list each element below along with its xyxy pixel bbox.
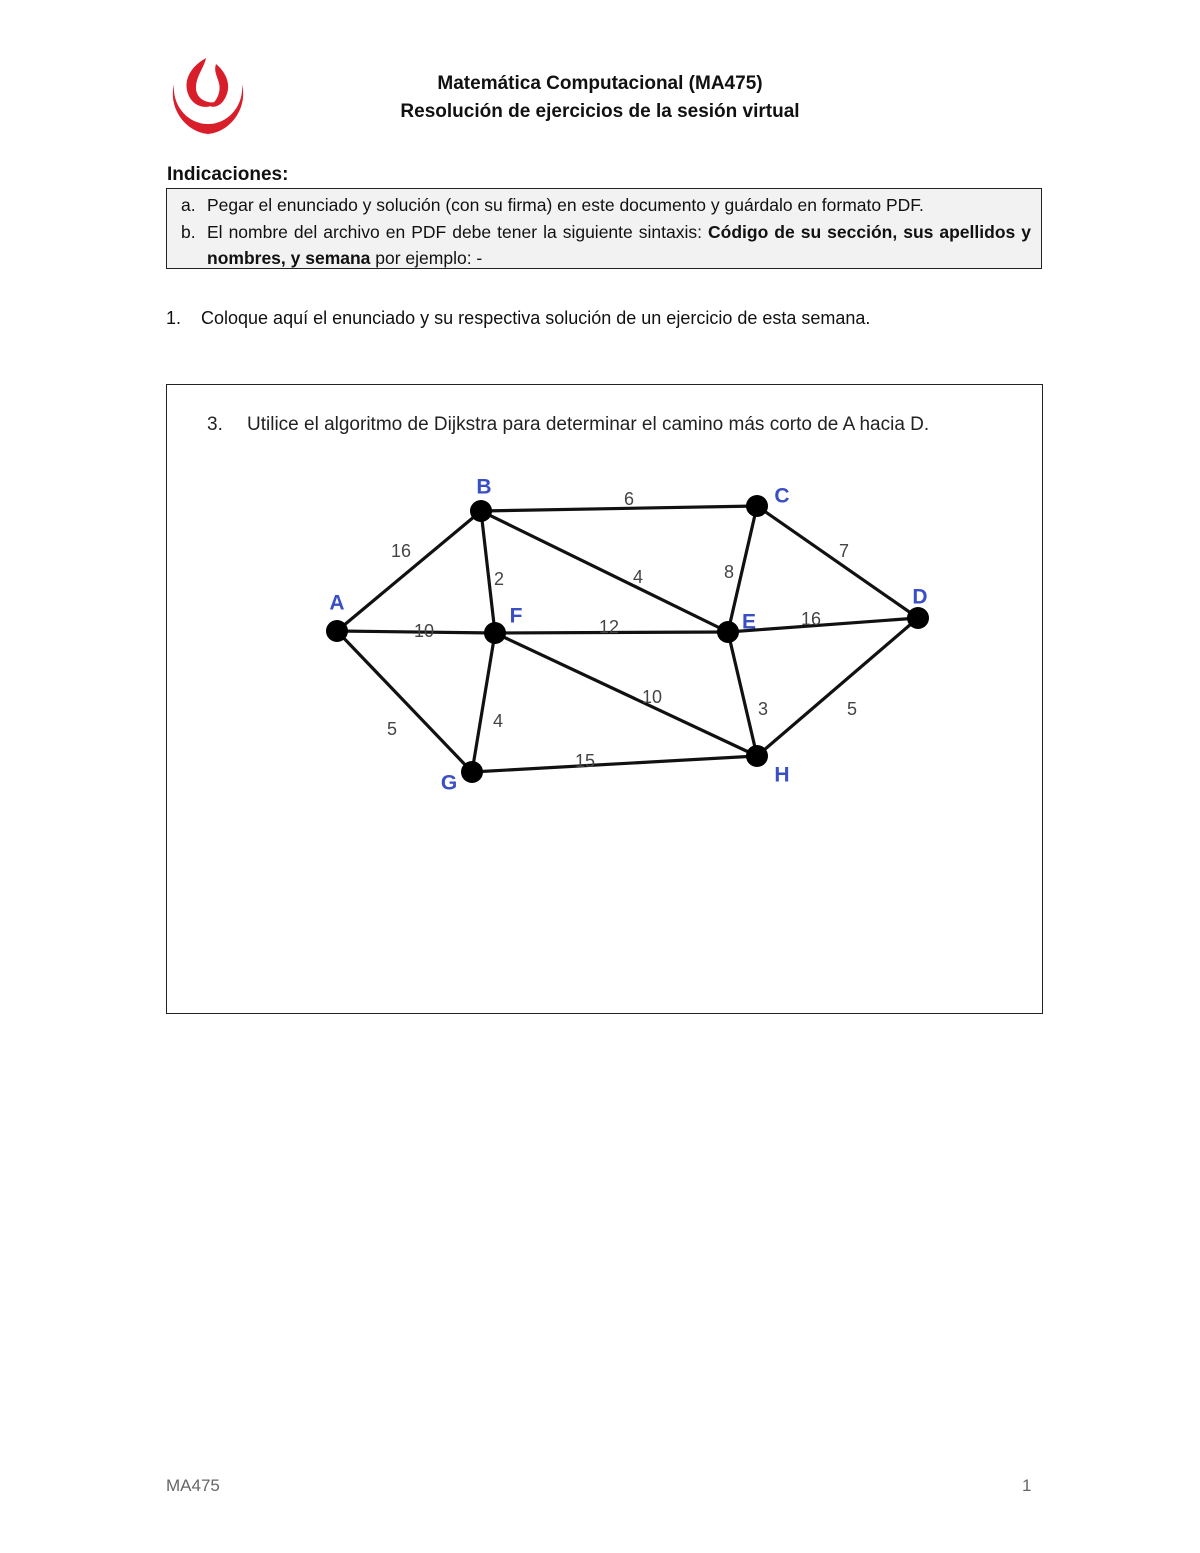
node-label-d: D bbox=[912, 585, 928, 609]
edge-b-c bbox=[481, 506, 757, 511]
edge-a-b bbox=[337, 511, 481, 631]
problem-text: Utilice el algoritmo de Dijkstra para determinar el camino más corto de A hacia D. bbox=[247, 414, 930, 435]
node-h bbox=[746, 745, 768, 767]
edge-f-h bbox=[492, 633, 757, 756]
node-e bbox=[717, 621, 739, 643]
question-text: Coloque aquí el enunciado y su respectiva solución de un ejercicio de esta semana. bbox=[201, 308, 871, 328]
document-header bbox=[0, 70, 1200, 126]
footer-course-code: MA475 bbox=[166, 1476, 220, 1495]
edge-weight-b-c: 6 bbox=[623, 488, 635, 509]
edge-weight-h-d: 5 bbox=[846, 698, 858, 719]
document-title: Matemática Computacional (MA475) bbox=[437, 73, 763, 94]
edge-weight-e-h: 3 bbox=[757, 698, 769, 719]
edge-weight-g-h: 15 bbox=[574, 750, 596, 771]
edge-weight-f-h: 10 bbox=[641, 686, 663, 707]
node-label-f: F bbox=[509, 604, 523, 628]
edge-weight-f-g: 4 bbox=[492, 710, 504, 731]
weighted-graph-diagram bbox=[300, 460, 960, 800]
indication-letter: b. bbox=[181, 221, 196, 242]
edge-weight-c-e: 8 bbox=[723, 561, 735, 582]
edge-b-f bbox=[481, 511, 495, 633]
question-number: 1. bbox=[166, 308, 182, 328]
indication-text: Pegar el enunciado y solución (con su firma) en este documento y guárdalo en formato PDF. bbox=[207, 195, 924, 215]
problem-number: 3. bbox=[207, 414, 223, 435]
indications-box bbox=[166, 188, 1042, 269]
edge-weight-a-b: 16 bbox=[390, 540, 412, 561]
node-label-e: E bbox=[741, 610, 757, 634]
problem-statement bbox=[207, 414, 929, 436]
edge-e-h bbox=[728, 632, 757, 756]
edge-f-g bbox=[472, 633, 495, 772]
indications-title: Indicaciones: bbox=[167, 164, 289, 185]
edge-c-d bbox=[757, 506, 918, 618]
edge-g-h bbox=[472, 756, 757, 772]
edge-a-g bbox=[337, 631, 472, 772]
node-label-h: H bbox=[774, 763, 790, 787]
indication-text bbox=[207, 219, 1031, 272]
edge-weight-c-d: 7 bbox=[838, 540, 850, 561]
edge-weight-a-g: 5 bbox=[386, 718, 398, 739]
edge-weight-e-d: 16 bbox=[800, 608, 822, 629]
node-f bbox=[484, 622, 506, 644]
edge-h-d bbox=[757, 618, 918, 756]
node-label-c: C bbox=[774, 484, 790, 508]
indication-text-before: El nombre del archivo en PDF debe tener la siguiente sintaxis: bbox=[207, 221, 709, 242]
question-1 bbox=[166, 308, 870, 329]
node-g bbox=[461, 761, 483, 783]
node-label-a: A bbox=[329, 591, 345, 615]
node-b bbox=[470, 500, 492, 522]
indication-text-bold: Código de su sección, sus apellidos y nombres, y semana bbox=[207, 221, 1031, 268]
indication-letter: a. bbox=[181, 195, 196, 215]
edge-weight-b-e: 4 bbox=[632, 566, 644, 587]
page-number: 1 bbox=[1022, 1476, 1032, 1495]
indication-item-a bbox=[181, 192, 1031, 219]
edge-weight-b-f: 2 bbox=[493, 568, 505, 589]
node-d bbox=[907, 607, 929, 629]
node-label-b: B bbox=[476, 475, 492, 499]
indication-item-b bbox=[181, 219, 1031, 272]
node-a bbox=[326, 620, 348, 642]
edge-weight-f-e: 12 bbox=[598, 616, 620, 637]
node-label-g: G bbox=[440, 771, 458, 795]
indication-text-after: por ejemplo: - bbox=[370, 248, 483, 268]
node-c bbox=[746, 495, 768, 517]
edge-weight-a-f: 10 bbox=[413, 620, 435, 641]
document-subtitle: Resolución de ejercicios de la sesión virtual bbox=[400, 101, 800, 122]
edge-e-d bbox=[728, 618, 918, 632]
